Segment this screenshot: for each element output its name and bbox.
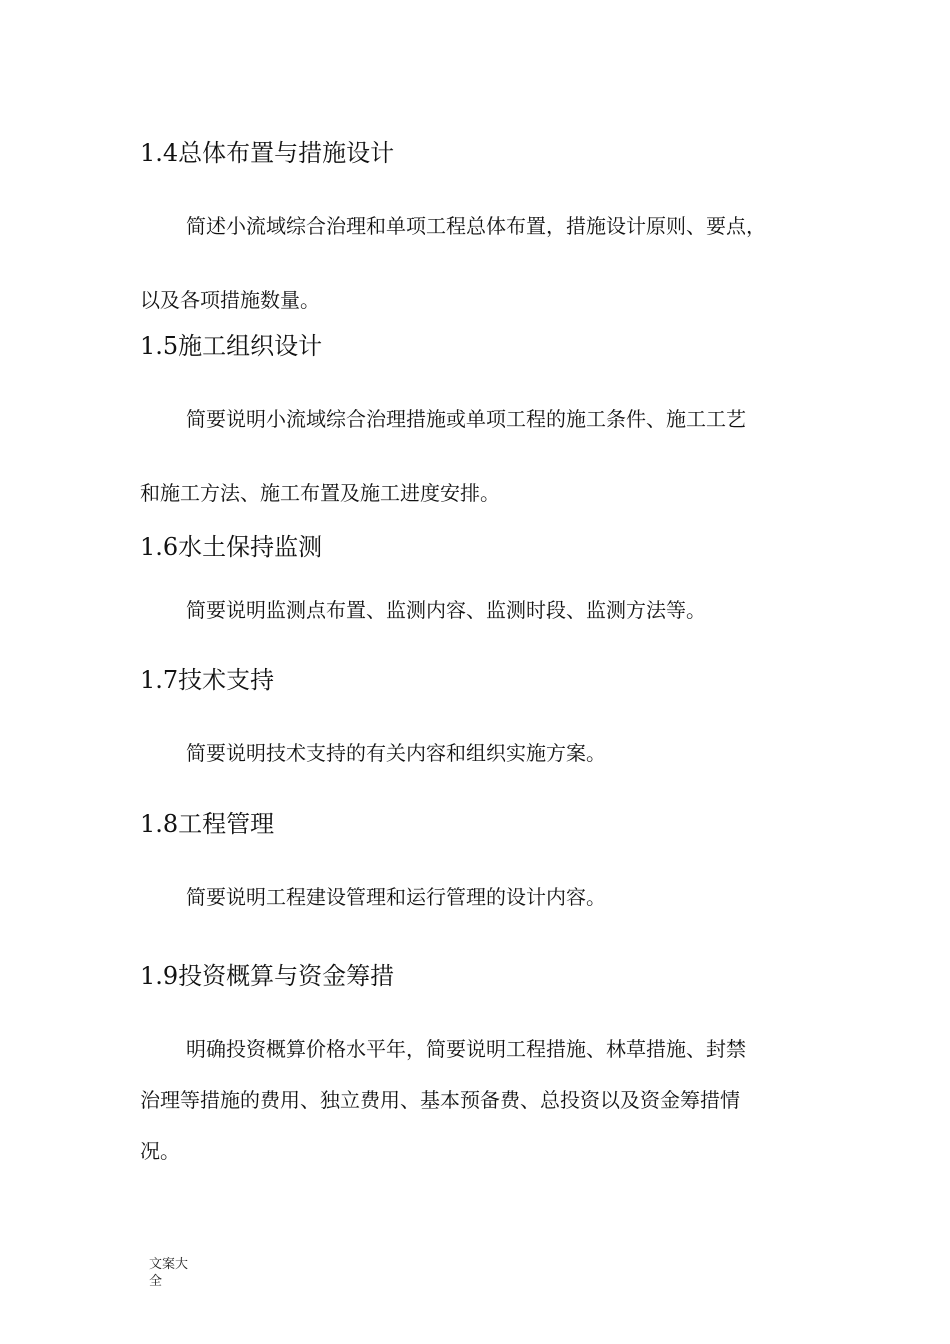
body-line: 简要说明工程建设管理和运行管理的设计内容。 <box>186 885 606 909</box>
page-footer <box>149 1256 199 1290</box>
footer-line: 全 <box>149 1274 163 1289</box>
section-heading-1-7: 1.7技术支持 <box>140 666 275 694</box>
section-body-1-6 <box>140 597 800 623</box>
section-heading-1-4: 1.4总体布置与措施设计 <box>140 139 395 167</box>
footer-line: 文案大 <box>149 1257 189 1272</box>
section-heading-1-8: 1.8工程管理 <box>140 810 275 838</box>
body-line: 简述小流域综合治理和单项工程总体布置，措施设计原则、要点， <box>186 214 766 238</box>
section-heading-1-5: 1.5施工组织设计 <box>140 332 323 360</box>
body-line: 简要说明小流域综合治理措施或单项工程的施工条件、施工工艺 <box>186 407 746 431</box>
section-heading-1-6: 1.6水土保持监测 <box>140 533 323 561</box>
section-body-1-4 <box>140 213 800 313</box>
body-line: 治理等措施的费用、独立费用、基本预备费、总投资以及资金筹措情 <box>140 1088 740 1112</box>
body-line: 简要说明监测点布置、监测内容、监测时段、监测方法等。 <box>186 598 706 622</box>
body-line: 况。 <box>140 1139 180 1163</box>
body-line: 以及各项措施数量。 <box>140 288 320 312</box>
body-line: 和施工方法、施工布置及施工进度安排。 <box>140 481 500 505</box>
section-body-1-9 <box>140 1036 800 1164</box>
section-heading-1-9: 1.9投资概算与资金筹措 <box>140 962 395 990</box>
body-line: 明确投资概算价格水平年，简要说明工程措施、林草措施、封禁 <box>186 1037 746 1061</box>
section-body-1-5 <box>140 406 800 506</box>
section-body-1-8 <box>140 884 800 910</box>
section-body-1-7 <box>140 740 800 766</box>
body-line: 简要说明技术支持的有关内容和组织实施方案。 <box>186 741 606 765</box>
